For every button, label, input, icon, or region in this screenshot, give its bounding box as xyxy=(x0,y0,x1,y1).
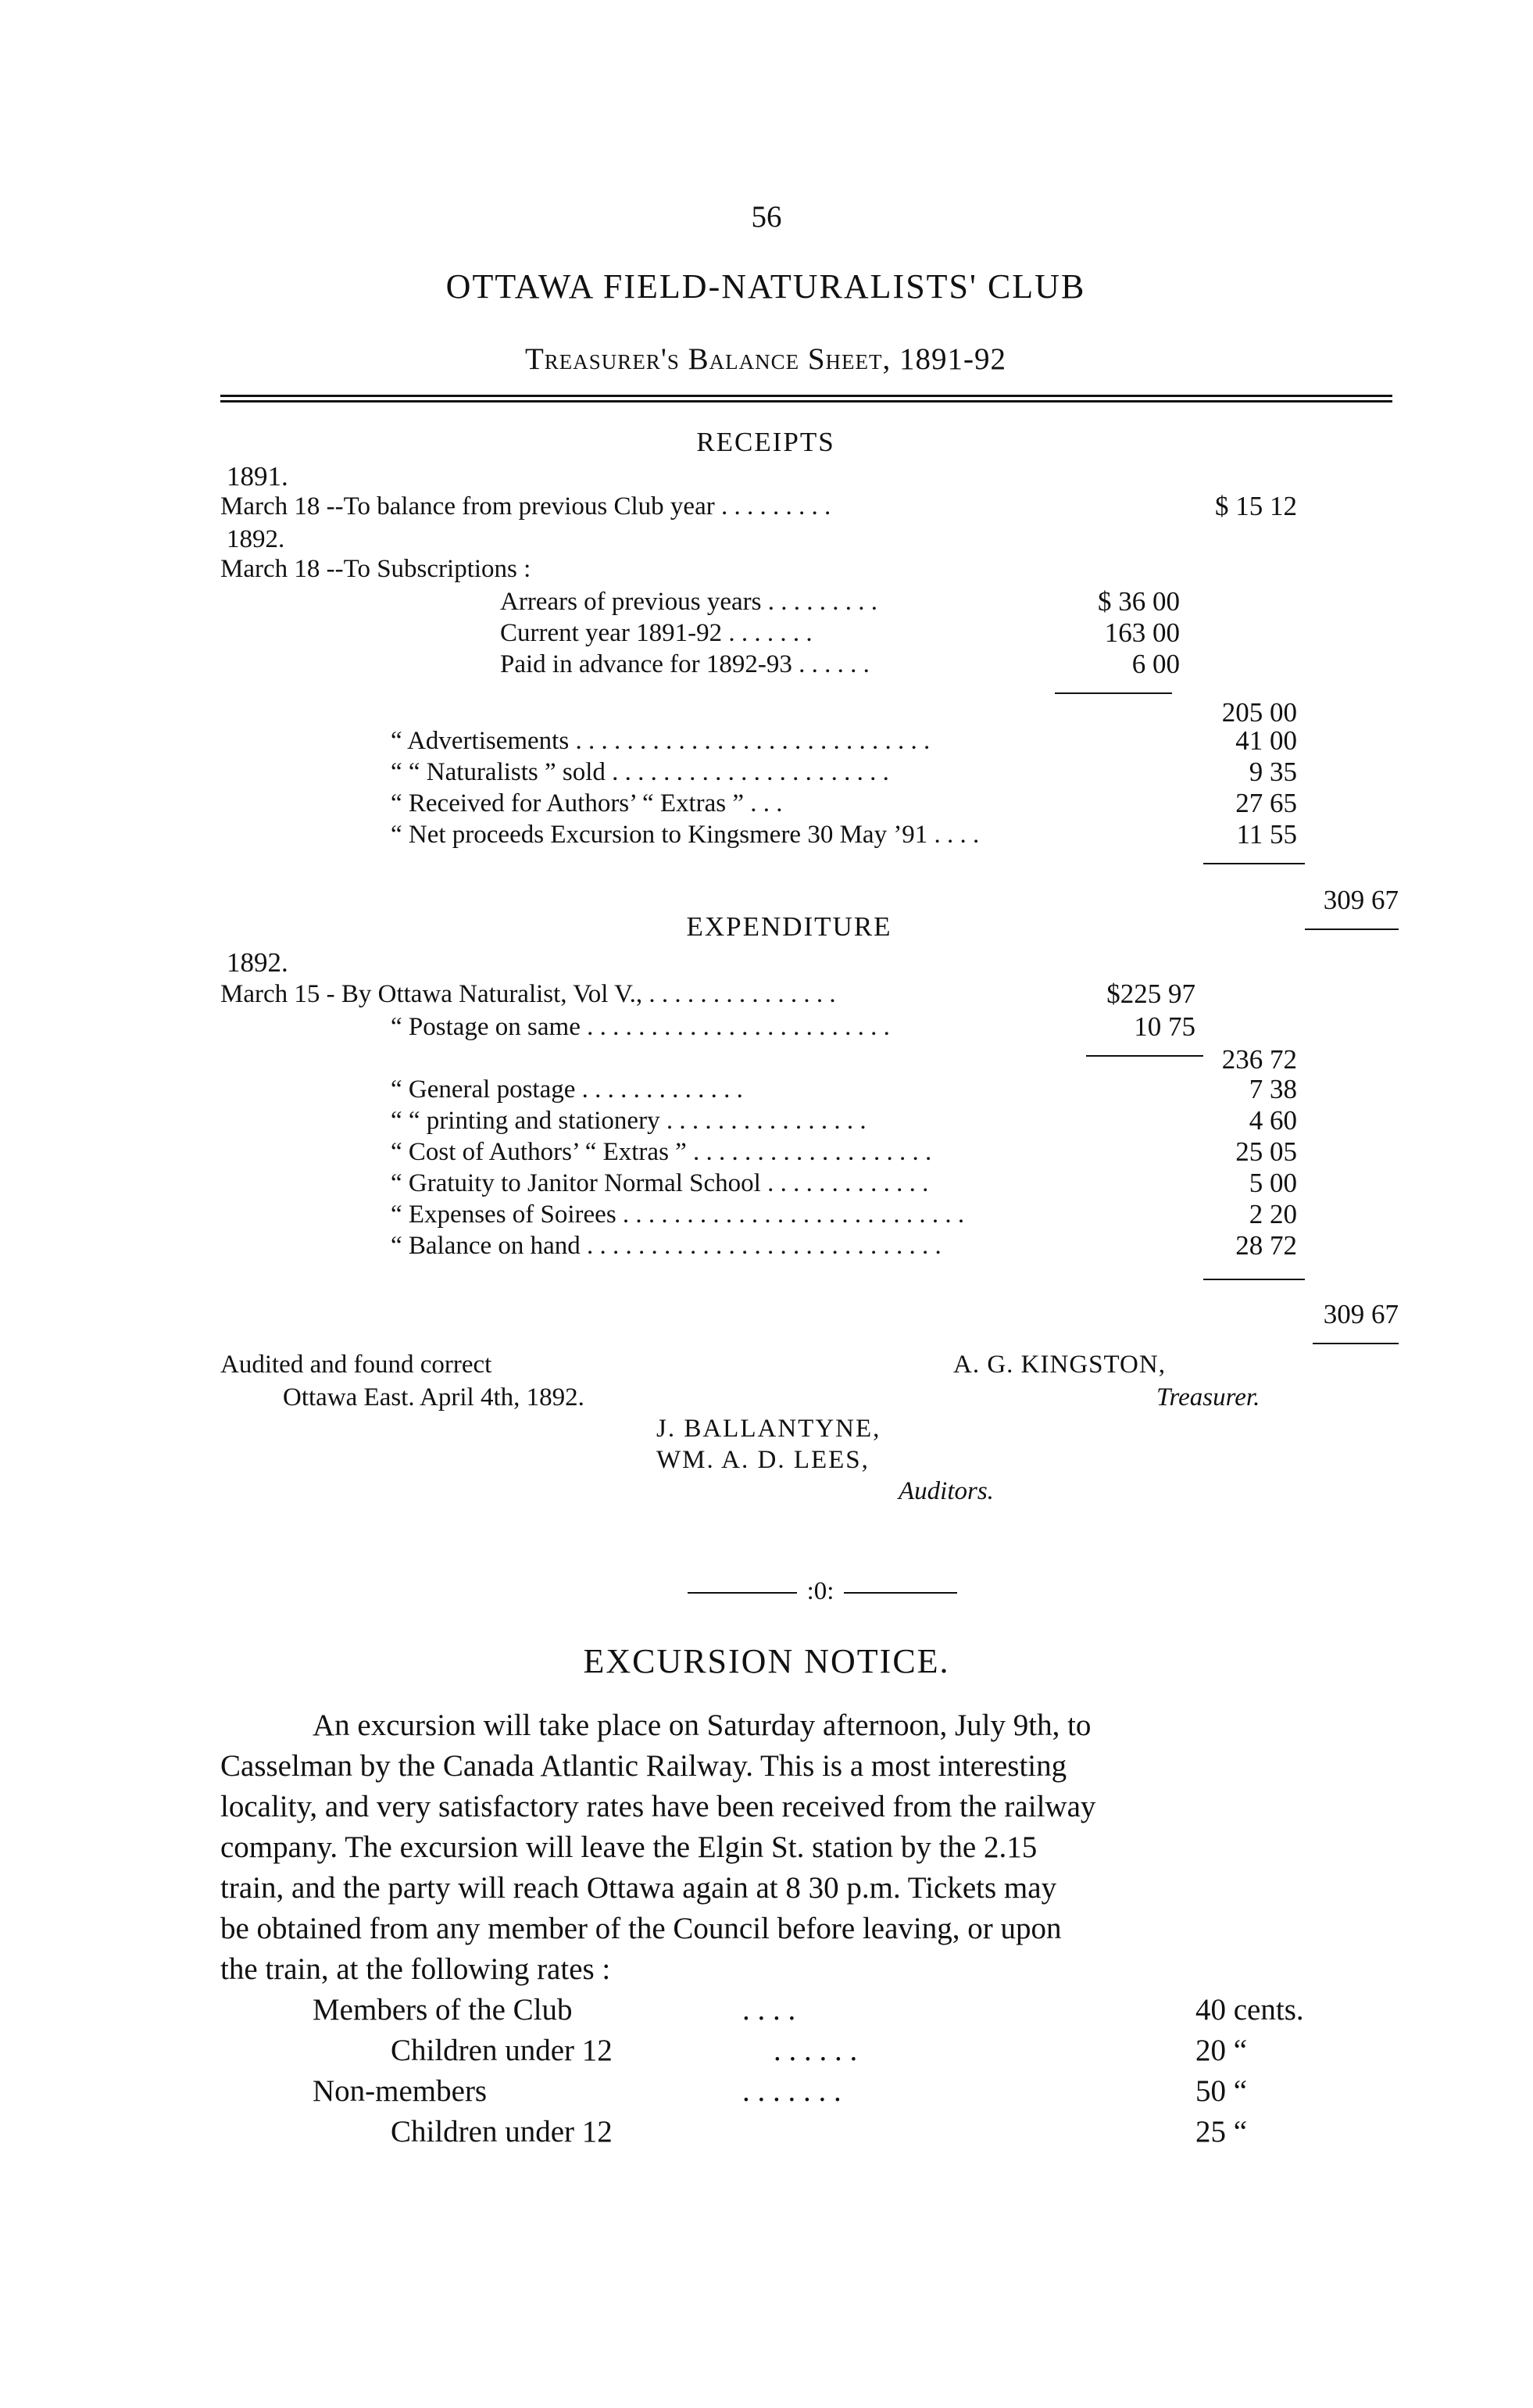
expenditure-amount: 4 60 xyxy=(1249,1105,1297,1136)
receipts-subscriptions: March 18 --To Subscriptions : xyxy=(220,555,531,583)
double-rule xyxy=(220,395,1392,403)
page-number: 56 xyxy=(751,200,782,234)
subscription-line: Paid in advance for 1892-93 . . . . . . xyxy=(500,652,870,678)
notice-heading: EXCURSION NOTICE. xyxy=(583,1642,950,1680)
expenditure-line: “ “ printing and stationery . . . . . . . . . . . . . . . . xyxy=(391,1108,867,1134)
expenditure-line-naturalist: March 15 - By Ottawa Naturalist, Vol V., . . . . . . . . . . . . . . . xyxy=(220,982,836,1007)
notice-line: company. The excursion will leave the Elgin St. station by the 2.15 xyxy=(220,1830,1038,1864)
receipts-heading: RECEIPTS xyxy=(696,427,835,457)
expenditure-year: 1892. xyxy=(227,947,288,978)
subscription-amount: $ 36 00 xyxy=(1098,586,1180,617)
expenditure-line-postage: “ Postage on same . . . . . . . . . . . . . . . . . . . . . . . . xyxy=(391,1014,890,1040)
subscription-line: Arrears of previous years . . . . . . . . . xyxy=(500,589,877,615)
notice-line: locality, and very satisfactory rates have been received from the railway xyxy=(220,1790,1096,1823)
sheet-title: Treasurer's Balance Sheet, 1891-92 xyxy=(524,342,1007,376)
rate-price: 50 “ xyxy=(1195,2074,1248,2108)
treasurer-name: A. G. KINGSTON, xyxy=(953,1351,1166,1379)
expenditure-postage-amount: 10 75 xyxy=(1134,1011,1195,1042)
treasurer-title: Treasurer. xyxy=(1156,1383,1260,1412)
receipt-line: “ Received for Authors’ “ Extras ” . . . xyxy=(391,791,783,817)
subtotal-rule xyxy=(1055,692,1172,694)
expenditure-total-rule xyxy=(1203,1279,1305,1280)
auditor-name: J. BALLANTYNE, xyxy=(656,1415,881,1443)
club-title: OTTAWA FIELD-NATURALISTS' CLUB xyxy=(445,267,1086,306)
auditors-title: Auditors. xyxy=(899,1477,994,1505)
rate-dots: . . . . . . xyxy=(774,2034,858,2067)
expenditure-line: “ Expenses of Soirees . . . . . . . . . . . . . . . . . . . . . . . . . . . xyxy=(391,1202,965,1228)
rate-dots: . . . . xyxy=(742,1993,796,2027)
receipt-line: “ “ Naturalists ” sold . . . . . . . . . . . . . . . . . . . . . . xyxy=(391,760,889,785)
subscription-subtotal: 205 00 xyxy=(1221,697,1297,728)
audit-place-date: Ottawa East. April 4th, 1892. xyxy=(283,1383,584,1412)
expenditure-final-rule xyxy=(1313,1343,1399,1344)
rate-dots: . . . . . . . xyxy=(742,2074,842,2108)
receipt-amount: 9 35 xyxy=(1249,757,1297,787)
rate-label: Children under 12 xyxy=(391,2034,613,2067)
expenditure-amount: 28 72 xyxy=(1235,1230,1297,1261)
receipts-year-1891: 1891. xyxy=(227,461,288,492)
expenditure-line: “ Cost of Authors’ “ Extras ” . . . . . . . . . . . . . . . . . . . xyxy=(391,1140,932,1165)
expenditure-heading: EXPENDITURE xyxy=(686,911,892,942)
expenditure-amount: 7 38 xyxy=(1249,1074,1297,1104)
receipts-line-balance: March 18 --To balance from previous Club year . . . . . . . . . xyxy=(220,494,831,520)
expenditure-total: 309 67 xyxy=(1323,1299,1399,1329)
rate-price: 25 “ xyxy=(1195,2115,1248,2149)
expenditure-amount: 2 20 xyxy=(1249,1199,1297,1229)
expenditure-amount: 25 05 xyxy=(1235,1136,1297,1167)
receipts-balance-amount: $ 15 12 xyxy=(1215,491,1297,521)
expenditure-naturalist-amount: $225 97 xyxy=(1106,979,1195,1009)
receipt-line: “ Advertisements . . . . . . . . . . . . . . . . . . . . . . . . . . . . xyxy=(391,728,931,754)
receipt-amount: 41 00 xyxy=(1235,725,1297,756)
subscription-amount: 163 00 xyxy=(1104,617,1180,648)
expenditure-line: “ General postage . . . . . . . . . . . . . xyxy=(391,1077,743,1103)
rate-label: Non-members xyxy=(313,2074,488,2108)
subscription-amount: 6 00 xyxy=(1131,649,1180,679)
subscription-line: Current year 1891-92 . . . . . . . xyxy=(500,621,813,646)
separator-rule-right xyxy=(844,1592,957,1594)
notice-line: the train, at the following rates : xyxy=(220,1952,611,1986)
auditor-name: WM. A. D. LEES, xyxy=(656,1446,870,1474)
expenditure-line: “ Gratuity to Janitor Normal School . . . . . . . . . . . . . xyxy=(391,1171,929,1197)
rate-label: Children under 12 xyxy=(391,2115,613,2149)
expenditure-subtotal: 236 72 xyxy=(1221,1044,1297,1075)
notice-line: train, and the party will reach Ottawa again at 8 30 p.m. Tickets may xyxy=(220,1871,1057,1905)
expenditure-amount: 5 00 xyxy=(1249,1168,1297,1198)
expenditure-rule-right xyxy=(1305,928,1399,930)
separator-rule-left xyxy=(688,1592,797,1594)
notice-line: be obtained from any member of the Council before leaving, or upon xyxy=(220,1912,1062,1945)
rate-price: 20 “ xyxy=(1195,2034,1248,2067)
receipt-amount: 11 55 xyxy=(1236,819,1297,850)
receipts-total: 309 67 xyxy=(1323,885,1399,915)
rate-label: Members of the Club xyxy=(313,1993,573,2027)
receipts-year-1892: 1892. xyxy=(227,525,285,553)
audit-statement: Audited and found correct xyxy=(220,1351,492,1379)
receipt-line: “ Net proceeds Excursion to Kingsmere 30 May ’91 . . . . xyxy=(391,822,980,848)
rate-price: 40 cents. xyxy=(1195,1993,1304,2027)
expenditure-line: “ Balance on hand . . . . . . . . . . . . . . . . . . . . . . . . . . . . xyxy=(391,1233,942,1259)
receipts-total-rule xyxy=(1203,863,1305,864)
notice-line: An excursion will take place on Saturday afternoon, July 9th, to xyxy=(313,1708,1092,1742)
separator-mark: :0: xyxy=(806,1577,834,1605)
receipt-amount: 27 65 xyxy=(1235,788,1297,818)
notice-line: Casselman by the Canada Atlantic Railway. This is a most interesting xyxy=(220,1749,1067,1783)
